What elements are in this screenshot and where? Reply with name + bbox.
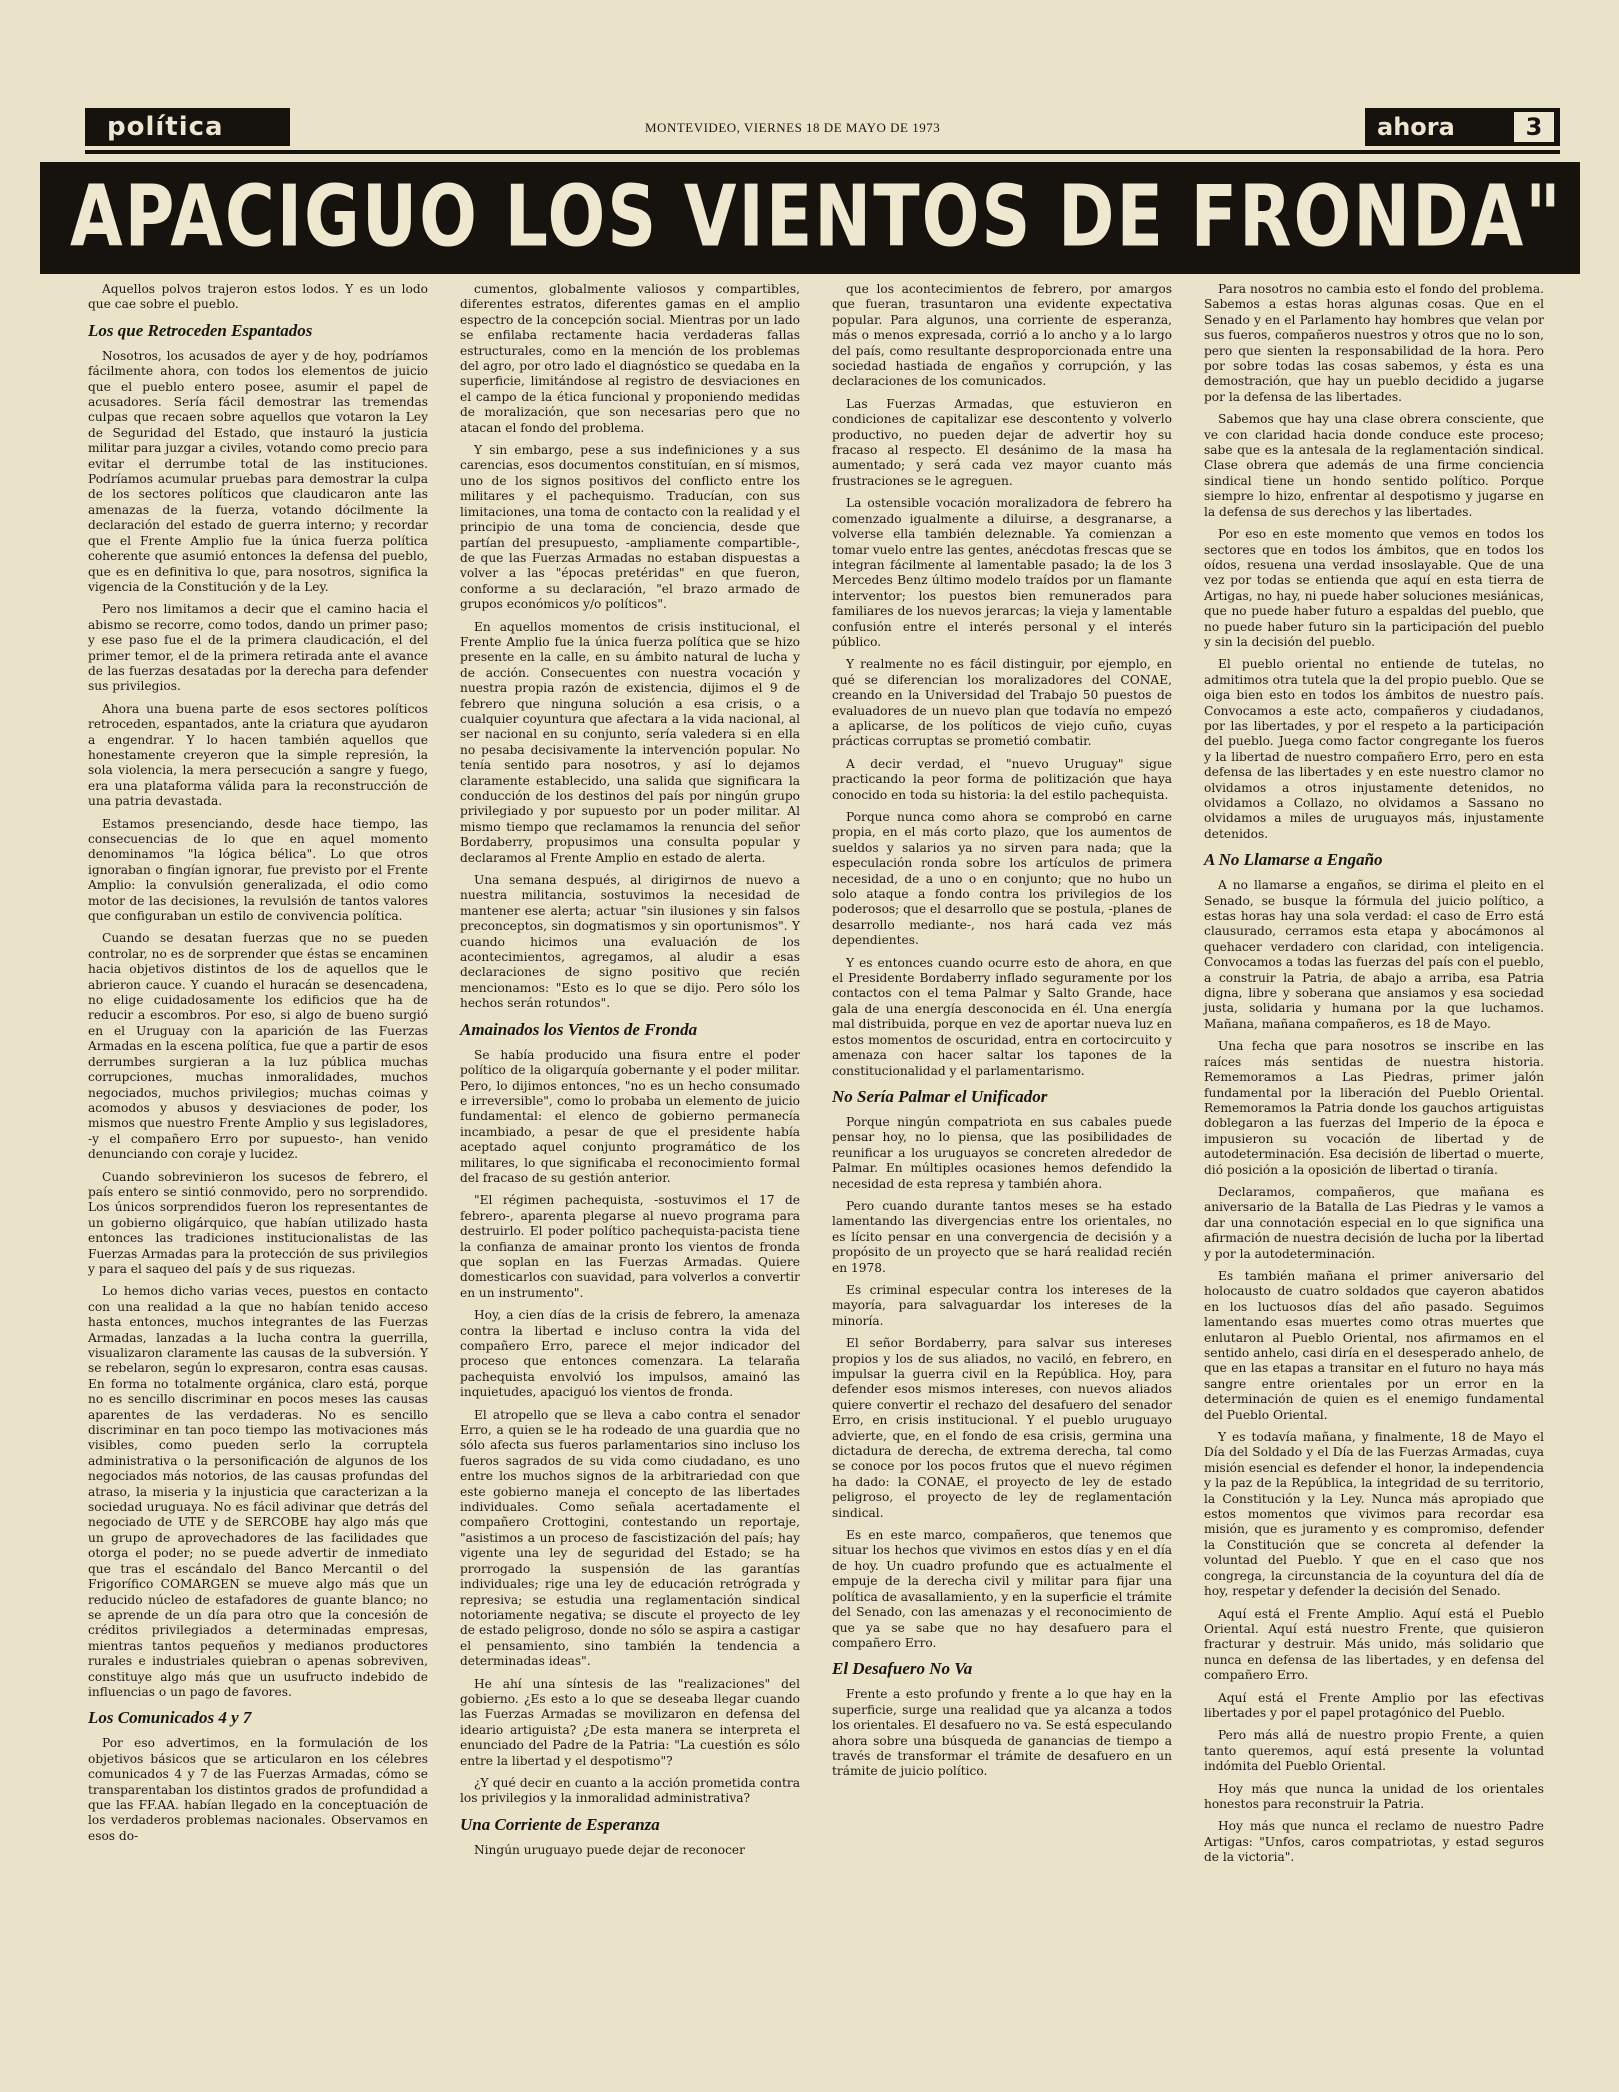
header-rule xyxy=(85,150,1560,154)
paragraph: El atropello que se lleva a cabo contra el senador Erro, a quien se le ha rodeado de una guardia que no sólo afecta sus fueros parlamentarios sino incluso los fueros sagrados de su vida como ciudadano, es uno entre los muchos signos de la arbitrariedad con que este gobierno maneja el concepto de las libertades individuales. Como señala acertadamente el compañero Crottogini, contestando un reportaje, "asistimos a un proceso de fascistización del país; hay vigente una ley de seguridad del Estado; se ha prorrogado la suspensión de las garantías individuales; rige una ley de educación retrógrada y represiva; se estudia una reglamentación sindical notoriamente negativa; se discute el proyecto de ley de estado peligroso, donde no sólo se aspira a castigar el pensamiento, sino también la tendencia a determinadas ideas". xyxy=(460,1407,800,1669)
article-column-4 xyxy=(1204,282,1544,1873)
paragraph: que los acontecimientos de febrero, por amargos que fueran, trasuntaron una evidente expectativa popular. Para algunos, una corriente de esperanza, más o menos expresada, corrió a lo ancho y a lo largo del país, como resultante desproporcionada entre una sociedad hastiada de engaños y corrupción, y las declaraciones de los comunicados. xyxy=(832,282,1172,389)
subheading: Los que Retroceden Espantados xyxy=(88,320,313,340)
article-column-3 xyxy=(832,282,1172,1787)
paragraph: Para nosotros no cambia esto el fondo del problema. Sabemos a estas horas algunas cosas. Que en el Senado y en el Parlamento hay hombres que velan por sus fueros, compañeros nuestros y otros que no lo son, pero que sienten la responsabilidad de la hora. Pero por sobre todas las cosas sabemos, y ésta es una demostración, que hay un pueblo decidido a jugarse por la defensa de las libertades. xyxy=(1204,282,1544,404)
paragraph: Ningún uruguayo puede dejar de reconocer xyxy=(474,1842,745,1857)
paragraph: Por eso en este momento que vemos en todos los sectores que en todos los ámbitos, que en todos los oídos, resuena una verdad insoslayable. Que de una vez por todas se entienda que aquí en esta tierra de Artigas, no hay, ni puede haber soluciones mesiánicas, que no puede haber futuro a espaldas del pueblo, que no puede haber futuro sin la participación del pueblo y sin la decisión del pueblo. xyxy=(1204,527,1544,649)
subheading: El Desafuero No Va xyxy=(832,1659,973,1679)
paragraph: Aquellos polvos trajeron estos lodos. Y es un lodo que cae sobre el pueblo. xyxy=(88,282,428,312)
paragraph: En aquellos momentos de crisis institucional, el Frente Amplio fue la única fuerza política que se hizo presente en la calle, en su ámbito natural de lucha y de acción. Consecuentes con nuestra vocación y nuestra propia razón de existencia, dijimos el 9 de febrero que ninguna solución a esa crisis, o a cualquier coyuntura que afectara a la vida nacional, al ser nacional en su conjunto, sería valedera si en ella no pesaba decisivamente la intervención popular. No tenía sentido para nosotros, y así lo dejamos claramente establecido, una salida que significara la conducción de los destinos del país por ningún grupo privilegiado y por supuesto por un poder militar. Al mismo tiempo que reclamamos la renuncia del señor Bordaberry, propusimos una consulta popular y declaramos al Frente Amplio en estado de alerta. xyxy=(460,619,800,865)
paragraph: Una fecha que para nosotros se inscribe en las raíces más sentidas de nuestra historia. Rememoramos a Las Piedras, primer jalón fundamental por la liberación del Pueblo Oriental. Rememoramos la Patria donde los gauchos artiguistas doblegaron a las fuerzas del Imperio de la época e impusieron su vocación de libertad y de autodeterminación. Esa decisión de libertad o muerte, dió posición a la oposición de libertad o tiranía. xyxy=(1204,1039,1544,1177)
paragraph: Aquí está el Frente Amplio. Aquí está el Pueblo Oriental. Aquí está nuestro Frente, que quisieron fracturar y destruir. Más unido, más solidario que nunca en defensa de las libertades, y en defensa del compañero Erro. xyxy=(1204,1606,1544,1683)
paragraph: Frente a esto profundo y frente a lo que hay en la superficie, surge una realidad que ya alcanza a todos los orientales. El desafuero no va. Se está especulando ahora sobre una búsqueda de ganancias de tiempo a través de transformar el trámite de desafuero en un trámite de juicio político. xyxy=(832,1687,1172,1779)
publication-name xyxy=(1365,108,1560,146)
paragraph: Estamos presenciando, desde hace tiempo, las consecuencias de lo que en aquel momento denominamos "la lógica bélica". Lo que otros ignoraban o fingían ignorar, fue previsto por el Frente Amplio: la convulsión generalizada, el odio como motor de las decisiones, la revulsión de tantos valores que configuraban un estilo de convivencia política. xyxy=(88,816,428,924)
paragraph: A decir verdad, el "nuevo Uruguay" sigue practicando la peor forma de politización que haya conocido en toda su historia: la del estilo pachequista. xyxy=(832,756,1172,802)
paragraph: Pero más allá de nuestro propio Frente, a quien tanto queremos, aquí está presente la voluntad indómita del Pueblo Oriental. xyxy=(1204,1728,1544,1774)
paragraph: cumentos, globalmente valiosos y compartibles, diferentes estratos, diferentes gamas en el amplio espectro de la concepción social. Mientras por un lado se enfilaba rectamente hacia verdaderas fallas estructurales, como en la mención de los problemas del agro, por otro lado el diagnóstico se quedaba en la superficie, limitándose al registro de desviaciones en el campo de la ética funcional y proponiendo medidas de moralización, que son necesarias pero que no atacan el fondo del problema. xyxy=(460,282,800,435)
paragraph: Es criminal especular contra los intereses de la mayoría, para salvaguardar los intereses de la minoría. xyxy=(832,1282,1172,1328)
subheading: No Sería Palmar el Unificador xyxy=(832,1086,1048,1106)
paragraph: Y sin embargo, pese a sus indefiniciones y a sus carencias, esos documentos constituían, en sí mismos, uno de los signos positivos del conflicto entre los militares y el pachequismo. Traducían, con sus limitaciones, una toma de contacto con la realidad y el principio de una toma de conciencia, desde que partían del presupuesto, -ampliamente compartible-, de que las Fuerzas Armadas no estaban dispuestas a volver a las "épocas pretéridas" en que fueron, conforme a su declaración, "el brazo armado de grupos económicos y/o políticos". xyxy=(460,443,800,612)
paragraph: Porque ningún compatriota en sus cabales puede pensar hoy, no lo piensa, que las posibilidades de reunificar a los uruguayos se concreten alrededor de Palmar. En múltiples ocasiones hemos defendido la necesidad de esta represa y también ahora. xyxy=(832,1114,1172,1191)
paragraph: Declaramos, compañeros, que mañana es aniversario de la Batalla de Las Piedras y le vamos a dar una connotación especial en lo que significa una afirmación de nuestra decisión de lucha por la libertad y por la autodeterminación. xyxy=(1204,1184,1544,1261)
headline: APACIGUO LOS VIENTOS DE FRONDA" xyxy=(70,168,1563,267)
paragraph: Cuando sobrevinieron los sucesos de febrero, el país entero se sintió conmovido, pero no sorprendido. Los únicos sorprendidos fueron los representantes de un gobierno oligárquico, que habían utilizado hasta entonces las tradiciones institucionalistas de las Fuerzas Armadas para la protección de sus privilegios y para el saqueo del país y de sus riquezas. xyxy=(88,1169,428,1276)
paragraph: He ahí una síntesis de las "realizaciones" del gobierno. ¿Es esto a lo que se deseaba llegar cuando las Fuerzas Armadas se movilizaron en defensa del ideario artiguista? ¿De esta manera se interpreta el enunciado del Padre de la Patria: "La cuestión es sólo entre la libertad y el despotismo"? xyxy=(460,1676,800,1768)
paragraph: Pero nos limitamos a decir que el camino hacia el abismo se recorre, como todos, dando un primer paso; y ese paso fue el de la primera claudicación, el del primer temor, el de la primera retirada ante el avance de las fuerzas desatadas por la derecha para defender sus privilegios. xyxy=(88,602,428,694)
dateline: MONTEVIDEO, VIERNES 18 DE MAYO DE 1973 xyxy=(645,120,941,135)
subheading: Una Corriente de Esperanza xyxy=(460,1814,660,1834)
subheading: Los Comunicados 4 y 7 xyxy=(88,1708,252,1728)
paragraph: Cuando se desatan fuerzas que no se pueden controlar, no es de sorprender que éstas se encaminen hacia objetivos distintos de los de aquellos que le abrieron cauce. Y cuando el huracán se desencadena, no elige cuidadosamente los edificios que ha de reducir a escombros. Por eso, si algo de bueno surgió en el Uruguay con la aparición de las Fuerzas Armadas en la escena política, fue que a partir de esos derrumbes surgieran a la luz pública muchas corrupciones, muchas inmoralidades, muchos negociados, muchos privilegios; muchas coimas y acomodos y abusos y desviaciones de poder, los mismos que nuestro Frente Amplio y sus legisladores, -y el compañero Erro por supuesto-, han venido denunciando con coraje y lucidez. xyxy=(88,931,428,1162)
paragraph: Hoy, a cien días de la crisis de febrero, la amenaza contra la libertad e incluso contra la vida del compañero Erro, parece el mejor indicador del proceso que entonces comenzara. La telaraña pachequista envolvió los impulsos, amainó las inquietudes, apaciguó los vientos de fronda. xyxy=(460,1308,800,1400)
paragraph: El pueblo oriental no entiende de tutelas, no admitimos otra tutela que la del propio pueblo. Que se oiga bien esto en todos los ámbitos de nuestro país. Convocamos a este acto, compañeros y ciudadanos, por las libertades, y por el respeto a la participación del pueblo. Juega como factor congregante los fueros y la libertad de nuestro compañero Erro, pero en esta defensa de las libertades y en este nuestro clamor no olvidamos a otros injustamente detenidos, no olvidamos a Collazo, no olvidamos a Sassano no olvidamos a miles de uruguayos más, injustamente detenidos. xyxy=(1204,657,1544,841)
paragraph: Y realmente no es fácil distinguir, por ejemplo, en qué se diferencian los moralizadores del CONAE, creando en la Universidad del Trabajo 50 puestos de evaluadores de un nuevo plan que todavía no empezó a aplicarse, de los políticos de viejo cuño, cuyas prácticas corruptas se prometió combatir. xyxy=(832,657,1172,749)
paragraph: ¿Y qué decir en cuanto a la acción prometida contra los privilegios y la inmoralidad administrativa? xyxy=(460,1775,800,1806)
paragraph: A no llamarse a engaños, se dirima el pleito en el Senado, se busque la fórmula del juicio político, a estas horas hay una sola verdad: el caso de Erro está clausurado, cerramos esta etapa y abocámonos al quehacer verdadero con claridad, con inteligencia. Convocamos a todas las fuerzas del país con el pueblo, a construir la Patria, de abajo a arriba, esa Patria digna, libre y soberana que ansiamos y esa sociedad justa, solidaria y humana por la que luchamos. Mañana, mañana compañeros, es 18 de Mayo. xyxy=(1204,878,1544,1031)
masthead xyxy=(85,108,1560,148)
article-column-2 xyxy=(460,282,800,1865)
paragraph: Hoy más que nunca la unidad de los orientales honestos para reconstruir la Patria. xyxy=(1204,1781,1544,1811)
paragraph: "El régimen pachequista, -sostuvimos el 17 de febrero-, aparenta plegarse al nuevo programa para destruirlo. El poder político pachequista-pacista tiene la confianza de amainar pronto los vientos de fronda que soplan en las Fuerzas Armadas. Quiere domesticarlos con suavidad, para volverlos a convertir en un instrumento". xyxy=(460,1193,800,1300)
paragraph: Nosotros, los acusados de ayer y de hoy, podríamos fácilmente ahora, con todos los elementos de juicio que el pueblo entero posee, asumir el papel de acusadores. Sería fácil demostrar las tremendas culpas que recaen sobre aquellos que votaron la Ley de Seguridad del Estado, que instauró la justicia militar para juzgar a civiles, votando como precio para evitar el derrumbe total de las instituciones. Podríamos acumular pruebas para demostrar la culpa de los sectores políticos que claudicaron ante las amenazas de la fuerza, votando dócilmente la declaración del estado de guerra interno; y recordar que el Frente Amplio fue la única fuerza política coherente que asumió entonces la defensa del pueblo, que es en definitiva lo que, para nosotros, significa la vigencia de la Constitución y de la Ley. xyxy=(88,348,428,594)
section-label: política xyxy=(85,108,290,146)
paragraph: Y es entonces cuando ocurre esto de ahora, en que el Presidente Bordaberry inflado seguramente por los contactos con el tema Palmar y Salto Grande, hace gala de una energía desconocida en él. Una energía mal distribuida, porque en vez de aportar nueva luz en estos momentos de oscuridad, entra en cortocircuito y amenaza con hacer saltar los tapones de la constitucionalidad y el parlamentarismo. xyxy=(832,955,1172,1078)
paragraph: Es también mañana el primer aniversario del holocausto de cuatro soldados que cayeron abatidos en los luctuosos días del año pasado. Seguimos lamentando esas muertes como otras muertes que enlutaron al Pueblo Oriental, nos afirmamos en el sentido anhelo, casi diría en el desesperado anhelo, de que en las etapas a transitar en el futuro no haya más sangre entre orientales por un error en la determinación de quien es el enemigo fundamental del Pueblo Oriental. xyxy=(1204,1268,1544,1422)
paragraph: Por eso advertimos, en la formulación de los objetivos básicos que se articularon en los célebres comunicados 4 y 7 de las Fuerzas Armadas, cómo se transparentaban los distintos grados de profundidad a que las FF.AA. habían llegado en la conceptuación de los verdaderos problemas nacionales. Observamos en esos do- xyxy=(88,1736,428,1843)
paragraph: Aquí está el Frente Amplio por las efectivas libertades y por el papel protagónico del Pueblo. xyxy=(1204,1690,1544,1720)
subheading: A No Llamarse a Engaño xyxy=(1204,850,1383,870)
subheading: Amainados los Vientos de Fronda xyxy=(460,1019,698,1039)
paragraph: Y es todavía mañana, y finalmente, 18 de Mayo el Día del Soldado y el Día de las Fuerzas Armadas, cuya misión esencial es defender el honor, la independencia y la paz de la República, la integridad de su territorio, la Constitución y la Ley. Nunca más apropiado que estos momentos que vivimos para recordar esa misión, que es juramento y es compromiso, defender la Constitución que se concreta al defender la voluntad del Pueblo. Y que en el caso que nos congrega, la circunstancia de la coyuntura del día de hoy, respetar y defender la decisión del Senado. xyxy=(1204,1430,1544,1599)
paragraph: Ahora una buena parte de esos sectores políticos retroceden, espantados, ante la criatura que ayudaron a engendrar. Y lo hacen también aquellos que honestamente creyeron que la simple represión, la sola violencia, la mera persecución a sangre y fuego, era una plataforma válida para la reconstrucción de una patria devastada. xyxy=(88,701,428,809)
paragraph: Porque nunca como ahora se comprobó en carne propia, en el más corto plazo, que los aumentos de sueldos y salarios ya no sirven para nada; que la especulación ronda sobre los artículos de primera necesidad, de a uno o en conjunto; que no hubo un solo ataque a fondo contra los privilegios de los poderosos; que el desarrollo que se postula, -planes de desarrollo mediante-, nos hará cada vez más dependientes. xyxy=(832,810,1172,948)
paragraph: El señor Bordaberry, para salvar sus intereses propios y los de sus aliados, no vaciló, en febrero, en impulsar la guerra civil en la República. Hoy, para defender esos mismos intereses, con nuevos aliados quiere convertir el rechazo del desafuero del senador Erro, en crisis institucional. Y el pueblo uruguayo advierte, que, en el fondo de esa crisis, germina una dictadura de derecha, de extrema derecha, tal como se conoce por los pocos frutos que el nuevo régimen ha dado: la CONAE, el proyecto de ley de estado peligroso, el proyecto de ley de reglamentación sindical. xyxy=(832,1336,1172,1520)
paragraph: La ostensible vocación moralizadora de febrero ha comenzado igualmente a diluirse, a desgranarse, a volverse ella también deleznable. Ya comienzan a tomar vuelo entre las gentes, anécdotas frescas que se integran fácilmente al lamentable pasado; la de los 3 Mercedes Benz último modelo traídos por un flamante interventor; los puestos bien remunerados para familiares de los nuevos jerarcas; la vieja y lamentable confusión entre el interés personal y el interés público. xyxy=(832,496,1172,649)
paragraph: Pero cuando durante tantos meses se ha estado lamentando las divergencias entre los orientales, no es lícito pensar en una convergencia de decisión y a propósito de un proyecto que se hará realidad recién en 1978. xyxy=(832,1198,1172,1275)
paragraph: Una semana después, al dirigirnos de nuevo a nuestra militancia, sostuvimos la necesidad de mantener ese alerta; actuar "sin ilusiones y sin falsos preconceptos, sin dogmatismos y sin oportunismos". Y cuando hicimos una evaluación de los acontecimientos, agregamos, al aludir a esas declaraciones de signo positivo que recién mencionamos: "Esto es lo que se dijo. Pero sólo los hechos serán rotundos". xyxy=(460,873,800,1011)
paragraph: Lo hemos dicho varias veces, puestos en contacto con una realidad a la que no habían tenido acceso hasta entonces, muchos integrantes de las Fuerzas Armadas, lanzadas a la lucha contra la guerrilla, visualizaron claramente las causas de la subversión. Y se rebelaron, según lo expresaron, contra esas causas. En forma no totalmente orgánica, claro está, porque no es sencillo discriminar en pocos meses las causas aparentes de las verdaderas. No es sencillo discriminar en tan poco tiempo las motivaciones más visibles, como pueden serlo la corruptela administrativa o la personificación de algunos de los negociados más notorios, de las causas profundas del atraso, la miseria y la injusticia que caracterizan a la sociedad uruguaya. No es fácil adivinar que detrás del negociado de UTE y de SERCOBE hay algo más que un grupo de aprovechadores de las facilidades que otorga el poder; no se puede advertir de inmediato que tras el escándalo del Banco Mercantil o del Frigorífico COMARGEN se mueve algo más que un reducido núcleo de estafadores de guante blanco; no se aprende de un día para otro que la concesión de créditos privilegiados a determinadas empresas, mientras tantos pequeños y medianos productores rurales e industriales quiebran o apenas sobreviven, constituye algo más que un usufructo indebido de influencias o un pago de favores. xyxy=(88,1284,428,1699)
paragraph: Las Fuerzas Armadas, que estuvieron en condiciones de capitalizar ese descontento y volverlo productivo, no pueden dejar de advertir hoy su fracaso al respecto. El desánimo de la masa ha aumentado; y será cada vez mayor cuanto más frustraciones se le agreguen. xyxy=(832,396,1172,488)
page-number: 3 xyxy=(1514,112,1554,142)
headline-band xyxy=(40,162,1580,274)
paragraph: Es en este marco, compañeros, que tenemos que situar los hechos que vivimos en estos días y en el día de hoy. Un cuadro profundo que es actualmente el empuje de la derecha civil y militar para fijar una política de avasallamiento, y en la superficie el trámite del Senado, con las amenazas y el reconocimiento de que ya se sabe que no hay desafuero para el compañero Erro. xyxy=(832,1528,1172,1650)
paragraph: Sabemos que hay una clase obrera consciente, que ve con claridad hacia donde conduce este proceso; sabe que es la antesala de la reglamentación sindical. Clase obrera que además de una firme conciencia sindical tiene un hondo sentido político. Porque siempre lo hizo, enfrentar al despotismo y jugarse en la defensa de sus derechos y las libertades. xyxy=(1204,412,1544,519)
brand-label: ahora xyxy=(1377,113,1455,141)
paragraph: Hoy más que nunca el reclamo de nuestro Padre Artigas: "Unfos, caros compatriotas, y estad seguros de la victoria". xyxy=(1204,1819,1544,1865)
article-column-1 xyxy=(88,282,428,1851)
paragraph: Se había producido una fisura entre el poder político de la oligarquía gobernante y el poder militar. Pero, lo dijimos entonces, "no es un hecho consumado e irreversible", como lo probaba un elemento de juicio fundamental: el elenco de gobierno permanecía incambiado, a pesar de que el presidente había aceptado aquel conjunto programático de los militares, lo que significaba el reconocimiento formal del fracaso de su gestión anterior. xyxy=(460,1047,800,1185)
